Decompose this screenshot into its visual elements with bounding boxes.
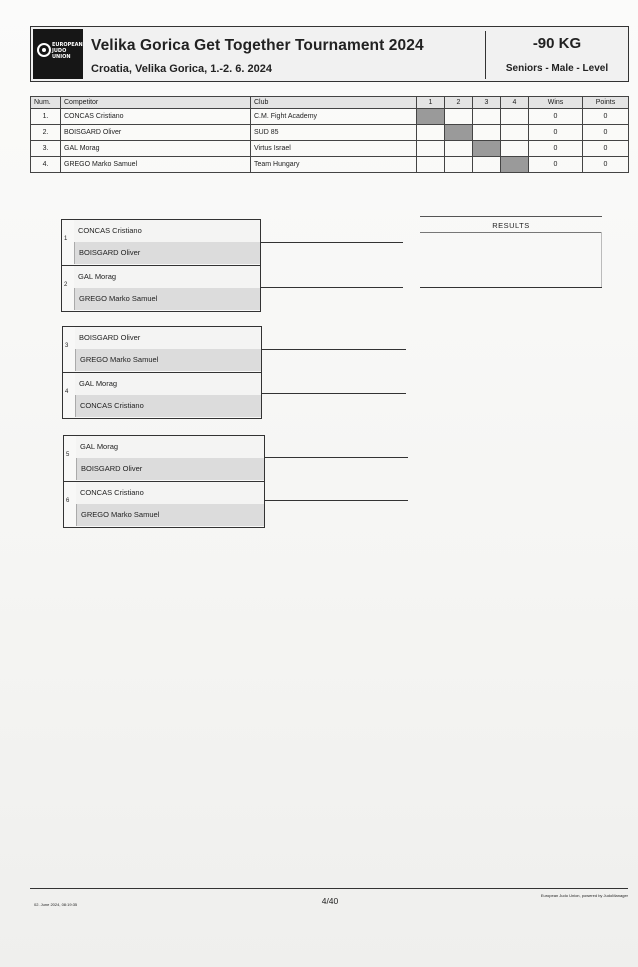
table-row [31,125,629,141]
row-num: 4. [31,157,61,173]
footer-divider [30,888,628,889]
logo-text: EUROPEAN JUDO UNION [52,42,83,60]
results-top-line [420,216,602,217]
row-competitor: GAL Morag [61,141,251,157]
row-wins: 0 [529,109,583,125]
bout-cell [445,157,473,173]
match-number: 5 [66,452,70,458]
winner-line [261,242,403,243]
bout-cell [417,157,445,173]
row-wins: 0 [529,125,583,141]
match-5 [64,436,264,481]
bout-cell-blocked [417,109,445,125]
row-club: C.M. Fight Academy [251,109,417,125]
row-points: 0 [583,157,629,173]
results-label: RESULTS [492,221,530,230]
row-club: Team Hungary [251,157,417,173]
winner-line [261,287,403,288]
row-num: 3. [31,141,61,157]
col-points: Points [583,97,629,109]
match-6 [64,481,264,527]
row-competitor: CONCAS Cristiano [61,109,251,125]
match-1 [62,220,260,265]
competitor-slot-white: GAL Morag [74,266,260,288]
col-wins: Wins [529,97,583,109]
competitor-slot-blue: CONCAS Cristiano [75,395,261,417]
tournament-header [30,26,629,82]
row-points: 0 [583,109,629,125]
winner-line [265,500,408,501]
bout-cell [473,109,501,125]
row-wins: 0 [529,141,583,157]
footer-credit: European Judo Union, powered by JudoManager [540,893,628,898]
table-row [31,157,629,173]
match-number: 6 [66,498,70,504]
competitor-slot-blue: BOISGARD Oliver [74,242,260,264]
tournament-title: Velika Gorica Get Together Tournament 2024 [91,37,424,54]
judo-emblem-icon [37,43,51,57]
eju-logo [33,29,83,79]
bracket-round-2 [62,326,262,419]
winner-line [262,349,406,350]
competitor-slot-white: CONCAS Cristiano [76,482,264,504]
page-number: 4/40 [321,896,339,906]
bout-cell [473,157,501,173]
competitor-slot-white: CONCAS Cristiano [74,220,260,242]
results-right-edge [601,232,602,288]
bout-cell [417,125,445,141]
competitor-slot-blue: GREGO Marko Samuel [75,349,261,371]
tournament-location-date: Croatia, Velika Gorica, 1.-2. 6. 2024 [91,63,272,75]
competitor-slot-blue: BOISGARD Oliver [76,458,264,480]
bout-cell-blocked [473,141,501,157]
match-number: 4 [65,389,69,395]
winner-line [265,457,408,458]
pool-table [30,96,629,173]
bout-cell [417,141,445,157]
col-num: Num. [31,97,61,109]
match-number: 2 [64,282,68,288]
col-bout-4: 4 [501,97,529,109]
row-num: 2. [31,125,61,141]
bracket-round-1 [61,219,261,312]
header-divider [485,31,486,79]
row-points: 0 [583,125,629,141]
bout-cell [445,141,473,157]
winner-line [262,393,406,394]
results-header-line [420,232,602,233]
competitor-slot-blue: GREGO Marko Samuel [76,504,264,526]
bout-cell [501,125,529,141]
row-club: Virtus Israel [251,141,417,157]
weight-category: -90 KG [532,35,582,52]
row-num: 1. [31,109,61,125]
competitor-slot-blue: GREGO Marko Samuel [74,288,260,310]
match-3 [63,327,261,372]
bout-cell [445,109,473,125]
col-bout-3: 3 [473,97,501,109]
match-4 [63,372,261,418]
bout-cell [501,109,529,125]
row-club: SUD 85 [251,125,417,141]
col-bout-1: 1 [417,97,445,109]
table-row [31,141,629,157]
col-bout-2: 2 [445,97,473,109]
results-bottom-line [420,287,602,288]
row-points: 0 [583,141,629,157]
pool-table-header [31,97,629,109]
row-competitor: GREGO Marko Samuel [61,157,251,173]
row-wins: 0 [529,157,583,173]
bout-cell [473,125,501,141]
match-number: 1 [64,236,68,242]
bout-cell-blocked [445,125,473,141]
match-2 [62,265,260,311]
table-row [31,109,629,125]
competitor-slot-white: GAL Morag [76,436,264,458]
col-club: Club [251,97,417,109]
competitor-slot-white: GAL Morag [75,373,261,395]
bracket-round-3 [63,435,265,528]
category-level: Seniors - Male - Level [505,63,609,74]
bout-cell [501,141,529,157]
match-number: 3 [65,343,69,349]
print-timestamp: 02. June 2024, 08:19:35 [34,902,78,907]
bout-cell-blocked [501,157,529,173]
col-competitor: Competitor [61,97,251,109]
competitor-slot-white: BOISGARD Oliver [75,327,261,349]
row-competitor: BOISGARD Oliver [61,125,251,141]
results-box [420,216,602,288]
